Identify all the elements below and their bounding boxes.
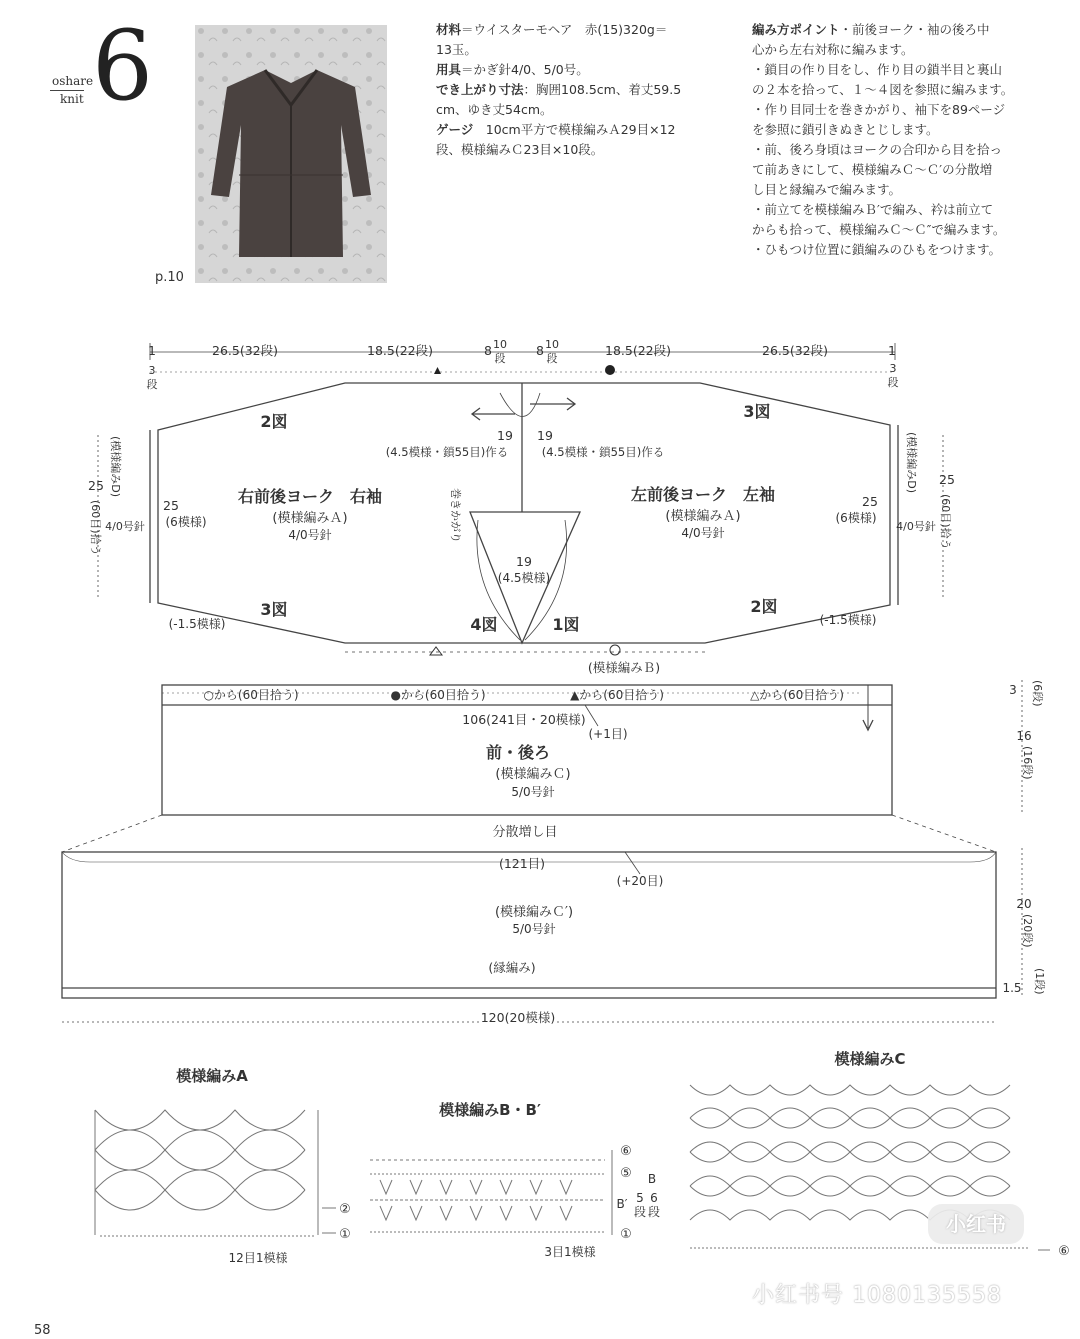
chart-b-label: B′ [616,1197,628,1211]
page-reference: p.10 [155,270,184,285]
dim-text: 18.5(22段) [367,343,433,358]
dim-text: (60目)拾う [939,494,952,550]
dim-text: (-1.5模様) [168,617,226,631]
gauge-line: ゲージ 10cm平方で模様編みＡ29目×12 [436,122,676,137]
dim-text: (6段) [1031,680,1044,707]
dim-text: 段 [887,376,899,389]
dim-text: 3 [148,364,156,377]
dim-text: 段 [146,378,158,391]
dim-text: (+20目) [616,874,664,888]
hook-note: 5/0号針 [511,785,555,799]
dim-text: 10 [545,338,559,351]
instruction-line: ・ひもつけ位置に鎖編みのひもをつけます。 [752,242,1002,257]
page-number: 58 [34,1323,51,1338]
tools-line: 用具＝かぎ針4/0、5/0号。 [436,62,589,77]
chart-b-label: B [647,1172,657,1186]
pattern-note: (模様編みＣ′) [494,905,574,920]
chart-pattern-b [370,1101,660,1259]
hook-note: 4/0号針 [896,520,936,533]
instruction-line: ・作り目同士を巻きかがり、袖下を89ページ [752,102,1006,117]
row-marker: ① [339,1227,351,1242]
materials-line: 材料＝ウイスターモヘア 赤(15)320g＝ [436,22,668,37]
cast-on-note: (4.5模様・鎖55目)作る [541,445,665,459]
dim-text: 3 [1009,683,1017,697]
pattern-note: (模様編みＡ) [665,509,741,524]
dim-text: 25 [939,472,955,487]
circle-filled-marker [605,365,615,375]
instruction-line: ・鎖目の作り目をし、作り目の鎖半目と裏山 [752,62,1003,77]
chart-c-title: 模様編みC [834,1050,906,1068]
dim-text: 120(20模様) [480,1010,556,1025]
size-line: でき上がり寸法：胸囲108.5cm、着丈59.5 [436,82,682,97]
dim-text: 25 [88,478,104,493]
chart-b-title: 模様編みB・B′ [439,1101,541,1119]
dim-text: 1 [148,343,156,358]
increase-note: 分散増し目 [492,825,558,840]
dim-text: 25 [862,494,878,509]
pickup-note: ●から(60目拾う) [390,688,486,702]
hook-note: 4/0号針 [288,528,332,542]
figure-label: 4図 [470,615,498,634]
dim-text: (模様編みD) [109,436,122,498]
chart-b-count: 5 [636,1191,644,1205]
row-marker: ⑥ [1058,1244,1070,1259]
yoke-title-right: 右前後ヨーク 右袖 [237,487,383,506]
size-line: cm、ゆき丈54cm。 [436,102,553,117]
dim-text: 8 [536,343,544,358]
dim-text: 20 [1016,897,1032,911]
instruction-line: ・前立てを模様編みＢ′で編み、衿は前立て [752,202,994,217]
instruction-line: 心から左右対称に編みます。 [752,42,914,57]
dim-text: 19 [537,428,553,443]
row-marker: ⑥ [620,1144,632,1159]
watermark-text: 小红书号 1080135558 [752,1283,1002,1308]
brand-oshare: oshare [52,74,94,88]
instruction-line: し目と縁編みで編みます。 [752,182,902,197]
dim-text: (20段) [1021,914,1034,948]
dim-text: 8 [484,343,492,358]
instructions-title: 編み方ポイント [752,22,840,37]
hook-note: 4/0号針 [681,526,725,540]
dim-text: 段 [494,352,506,365]
watermark-badge: 小红书 [928,1204,1024,1244]
chart-b-repeat: 3目1模様 [544,1245,596,1259]
dim-text: 3 [889,362,897,375]
dim-text: (6模様) [165,515,207,529]
triangle-filled-marker [434,367,441,374]
cast-on-note: (4.5模様・鎖55目)作る [385,445,509,459]
dim-text: (1段) [1033,968,1046,995]
pattern-note: (模様編みＡ) [272,511,348,526]
instruction-line: の２本を拾って、１～４図を参照に編みます。 [752,82,1014,97]
chart-a-repeat: 12目1模様 [228,1251,288,1265]
body-title: 前・後ろ [485,743,551,762]
instruction-line: からも拾って、模様編みＣ～Ｃ″で編みます。 [752,222,1006,237]
whip-stitch-note: 巻きかがり [449,488,462,543]
dim-text: (+1目) [588,727,628,741]
edging-note: (縁編み) [488,960,536,975]
figure-label: 3図 [743,402,771,421]
dim-text: 段 [546,352,558,365]
circle-open-marker [610,645,620,655]
instruction-line: て前あきにして、模様編みＣ～Ｃ′の分散増 [752,162,993,177]
dim-text: 25 [163,498,179,513]
hook-note: 4/0号針 [105,520,145,533]
pickup-note: △から(60目拾う) [750,688,844,702]
pattern-number: 6 [92,10,154,122]
dim-text: (121目) [498,856,546,871]
dim-text: 1 [888,343,896,358]
dim-text: 106(241目・20模様) [462,712,586,727]
yoke-title-left: 左前後ヨーク 左袖 [630,485,776,504]
dim-text: 18.5(22段) [605,343,671,358]
dim-text: 10 [493,338,507,351]
dim-text: (4.5模様) [497,571,551,585]
pattern-note: (模様編みＢ) [587,660,661,675]
chart-pattern-a [95,1067,351,1265]
chart-b-count: 6 [650,1191,658,1205]
instruction-line: 編み方ポイント・前後ヨーク・袖の後ろ中 [752,22,990,37]
dim-text: 26.5(32段) [212,343,278,358]
dim-text: (-1.5模様) [819,613,877,627]
row-marker: ① [620,1227,632,1242]
chart-b-unit: 段 [633,1205,647,1219]
instruction-line: ・前、後ろ身頃はヨークの合印から目を拾っ [752,142,1003,157]
figure-label: 3図 [260,600,288,619]
row-marker: ② [339,1202,351,1217]
pickup-note: ○から(60目拾う) [203,688,299,702]
dim-text: (6模様) [835,511,877,525]
chart-b-unit: 段 [647,1205,661,1219]
hook-note: 5/0号針 [512,922,556,936]
row-marker: ⑤ [620,1166,632,1181]
materials-line: 13玉。 [436,42,477,57]
pattern-note: (模様編みＣ) [495,767,571,782]
instruction-line: を参照に鎖引きぬきとじします。 [752,122,939,137]
dim-text: 19 [516,554,532,569]
gauge-line: 段、模様編みＣ23目×10段。 [436,142,604,157]
dim-text: 19 [497,428,513,443]
dim-text: (16段) [1021,746,1034,780]
chart-a-title: 模様編みA [176,1067,248,1085]
dim-text: 1.5 [1002,981,1022,995]
figure-label: 2図 [750,597,778,616]
dim-text: (60目)拾う [89,500,102,556]
brand-knit: knit [60,92,84,106]
dim-text: 26.5(32段) [762,343,828,358]
dim-text: 16 [1016,729,1032,743]
figure-label: 1図 [552,615,580,634]
pickup-note: ▲から(60目拾う) [570,688,664,702]
triangle-open-marker [430,647,442,655]
dim-text: (模様編みD) [905,432,918,494]
figure-label: 2図 [260,412,288,431]
